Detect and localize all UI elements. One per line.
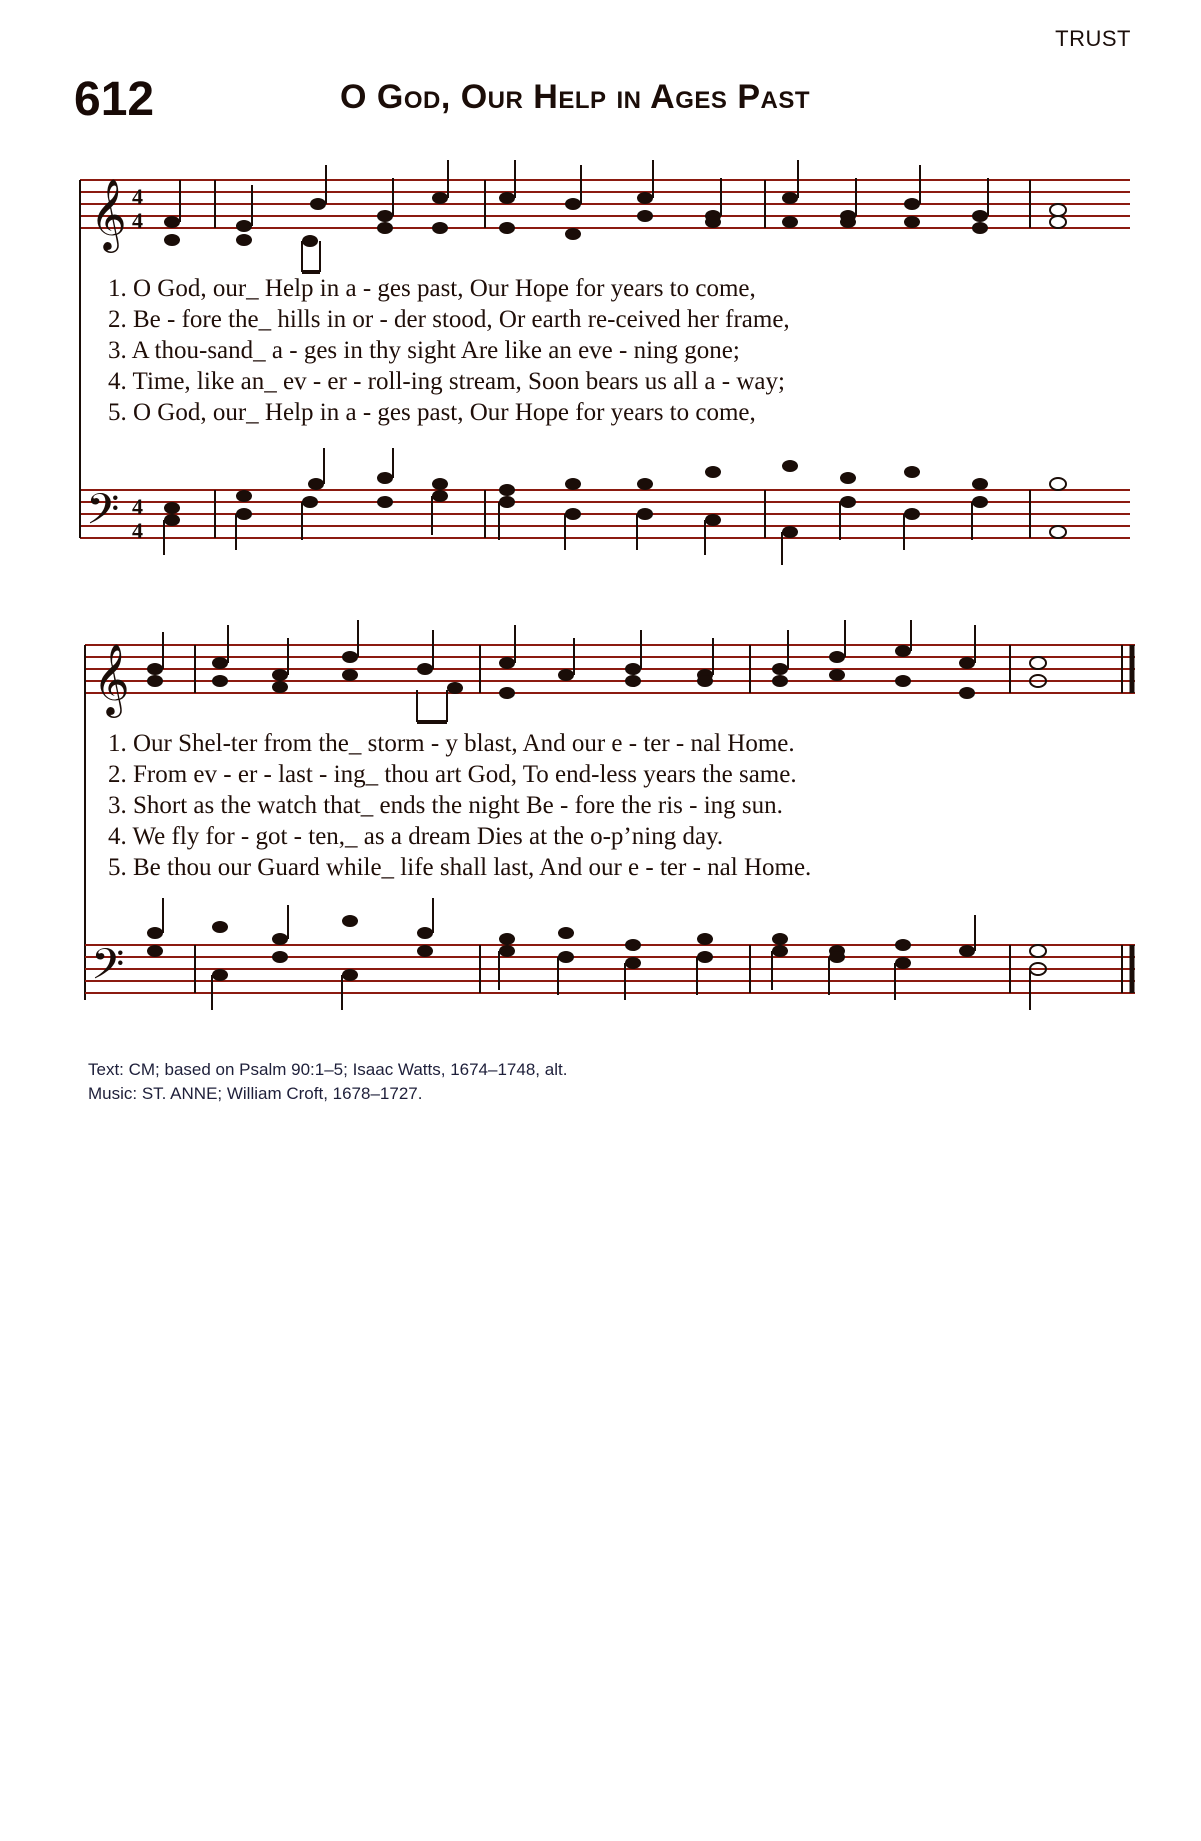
- hymn-title: O God, Our Help in Ages Past: [340, 78, 811, 116]
- hymn-number: 612: [74, 73, 155, 126]
- system1-verse-2: 2. Be - fore the_ hills in or - der stood, Or earth re-ceived her frame,: [108, 306, 790, 333]
- system2-bass-staff: [0, 920, 1201, 1020]
- credits: [88, 1058, 567, 1106]
- svg-text:𝄞: 𝄞: [90, 177, 127, 250]
- system2-verse-4: 4. We fly for - got - ten,_ as a dream Dies at the o-p’ning day.: [108, 823, 724, 850]
- svg-text:𝄢: 𝄢: [86, 485, 120, 545]
- svg-text:𝄢: 𝄢: [91, 940, 125, 1000]
- system1-verse-3: 3. A thou-sand_ a - ges in thy sight Are like an eve - ning gone;: [108, 337, 740, 364]
- svg-text:4: 4: [132, 184, 143, 209]
- system1-verse-4: 4. Time, like an_ ev - er - roll-ing stream, Soon bears us all a - way;: [108, 368, 785, 395]
- system2-verse-2: 2. From ev - er - last - ing_ thou art God, To end-less years the same.: [108, 761, 797, 788]
- system2-verse-1: 1. Our Shel-ter from the_ storm - y blast, And our e - ter - nal Home.: [108, 730, 795, 757]
- music-credit: Music: ST. ANNE; William Croft, 1678–1727.: [88, 1084, 423, 1103]
- system1-bass-staff: [0, 455, 1201, 565]
- system1-treble-staff: [0, 150, 1201, 280]
- system2-verse-3: 3. Short as the watch that_ ends the night Be - fore the ris - ing sun.: [108, 792, 783, 819]
- system1-verse-1: 1. O God, our_ Help in a - ges past, Our Hope for years to come,: [108, 275, 756, 302]
- text-credit: Text: CM; based on Psalm 90:1–5; Isaac Watts, 1674–1748, alt.: [88, 1060, 568, 1079]
- svg-text:4: 4: [132, 494, 143, 519]
- svg-text:𝄞: 𝄞: [93, 642, 130, 715]
- category-label: TRUST: [1055, 26, 1131, 51]
- svg-text:4: 4: [132, 208, 143, 233]
- system2-verse-5: 5. Be thou our Guard while_ life shall last, And our e - ter - nal Home.: [108, 854, 812, 881]
- svg-text:4: 4: [132, 518, 143, 543]
- system1-verse-5: 5. O God, our_ Help in a - ges past, Our Hope for years to come,: [108, 399, 756, 426]
